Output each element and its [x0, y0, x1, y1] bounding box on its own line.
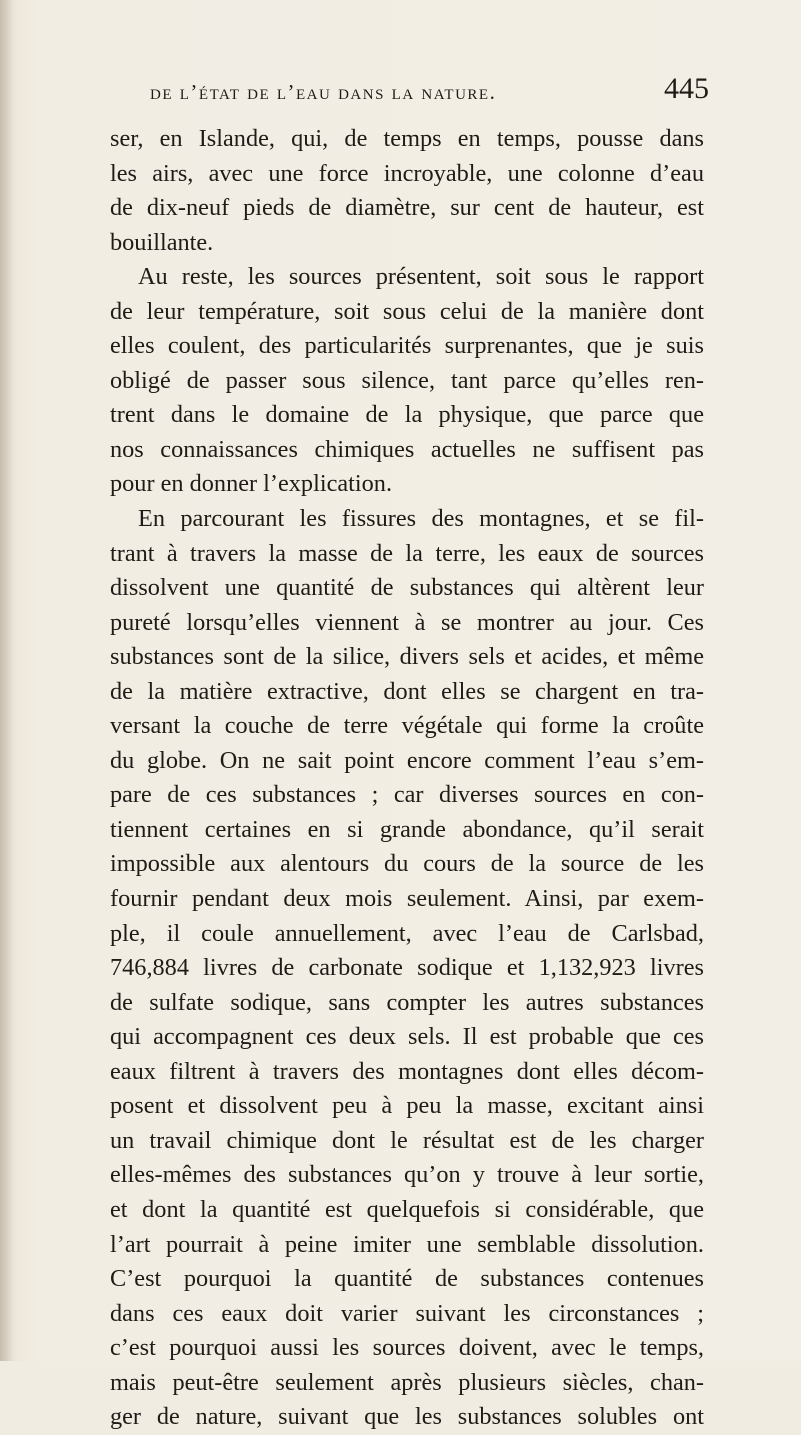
text-line: ger de nature, suivant que les substances solubles ont — [110, 1403, 704, 1431]
text-line: substances sont de la silice, divers sels et acides, et même — [110, 643, 704, 671]
text-line: de leur température, soit sous celui de la manière dont — [110, 297, 704, 325]
text-line: C’est pourquoi la quantité de substances contenues — [110, 1265, 704, 1293]
text-line: mais peut-être seulement après plusieurs siècles, chan- — [110, 1368, 704, 1396]
text-line: qui accompagnent ces deux sels. Il est probable que ces — [110, 1023, 704, 1051]
text-line: Au reste, les sources présentent, soit sous le rapport — [138, 263, 704, 291]
text-line: elles-mêmes des substances qu’on y trouve à leur sortie, — [110, 1161, 704, 1189]
text-line: versant la couche de terre végétale qui forme la croûte — [110, 712, 704, 740]
running-head — [150, 80, 630, 105]
paragraph — [110, 502, 704, 1435]
text-line: de dix-neuf pieds de diamètre, sur cent de hauteur, est — [110, 194, 704, 222]
text-line: elles coulent, des particularités surprenantes, que je suis — [110, 332, 704, 360]
paragraph — [110, 260, 704, 502]
text-line: dans ces eaux doit varier suivant les circonstances ; — [110, 1299, 704, 1327]
text-line: posent et dissolvent peu à peu la masse, excitant ainsi — [110, 1092, 704, 1120]
text-line: bouillante. — [110, 228, 214, 256]
text-line: eaux filtrent à travers des montagnes dont elles décom- — [110, 1057, 704, 1085]
text-line: et dont la quantité est quelquefois si considérable, que — [110, 1195, 704, 1223]
text-line: de sulfate sodique, sans compter les autres substances — [110, 988, 704, 1016]
text-line: ple, il coule annuellement, avec l’eau de Carlsbad, — [110, 919, 704, 947]
text-line: trent dans le domaine de la physique, que parce que — [110, 401, 704, 429]
text-line: pare de ces substances ; car diverses sources en con- — [110, 781, 704, 809]
text-line: de la matière extractive, dont elles se chargent en tra- — [110, 677, 704, 705]
text-line: l’art pourrait à peine imiter une semblable dissolution. — [110, 1230, 704, 1258]
text-line: fournir pendant deux mois seulement. Ainsi, par exem- — [110, 885, 704, 913]
paragraph — [110, 122, 704, 260]
text-line: pureté lorsqu’elles viennent à se montrer au jour. Ces — [110, 608, 704, 636]
body-text — [110, 122, 704, 1435]
text-line: obligé de passer sous silence, tant parce qu’elles ren- — [110, 366, 704, 394]
running-head-title: de l’état de l’eau dans la nature. — [150, 80, 497, 104]
page-number: 445 — [664, 72, 709, 105]
text-line: tiennent certaines en si grande abondance, qu’il serait — [110, 815, 704, 843]
text-line: du globe. On ne sait point encore comment l’eau s’em- — [110, 746, 704, 774]
text-line: pour en donner l’explication. — [110, 470, 393, 498]
text-line: dissolvent une quantité de substances qui altèrent leur — [110, 574, 704, 602]
text-line: c’est pourquoi aussi les sources doivent, avec le temps, — [110, 1334, 704, 1362]
text-line: nos connaissances chimiques actuelles ne suffisent pas — [110, 435, 704, 463]
text-line: 746,884 livres de carbonate sodique et 1,132,923 livres — [110, 954, 704, 982]
page-gutter-shadow — [0, 0, 14, 1361]
text-line: un travail chimique dont le résultat est de les charger — [110, 1126, 704, 1154]
text-line: ser, en Islande, qui, de temps en temps, pousse dans — [110, 125, 704, 152]
text-line: les airs, avec une force incroyable, une colonne d’eau — [110, 159, 704, 187]
text-line: impossible aux alentours du cours de la source de les — [110, 850, 704, 878]
text-line: En parcourant les fissures des montagnes, et se fil- — [138, 505, 704, 533]
text-line: trant à travers la masse de la terre, les eaux de sources — [110, 539, 704, 567]
